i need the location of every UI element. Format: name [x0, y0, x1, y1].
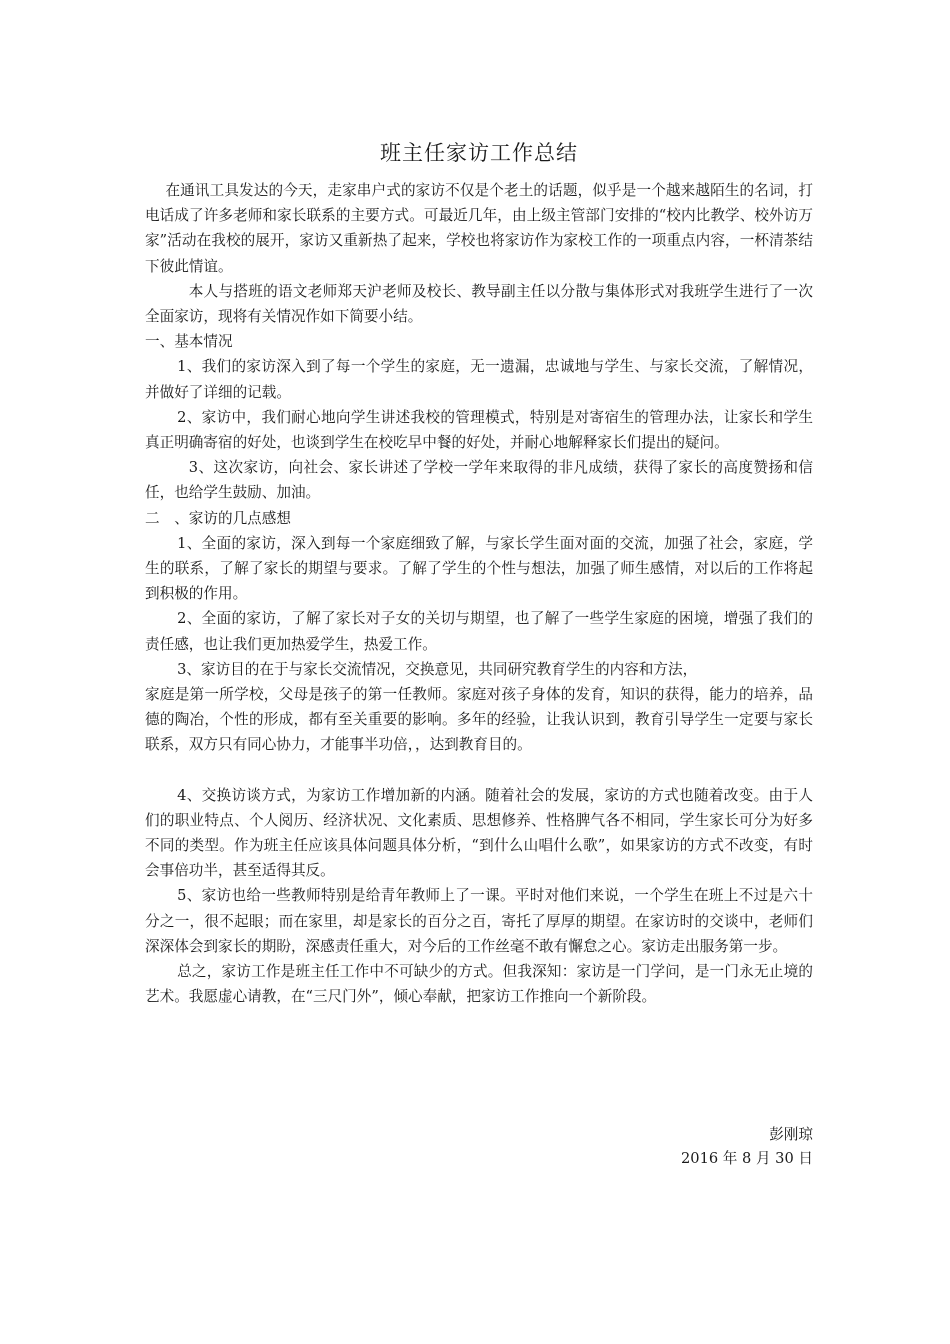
- blank-line: [145, 758, 813, 783]
- paragraph-basic-1: 1、我们的家访深入到了每一个学生的家庭，无一遗漏，忠诚地与学生、与家长交流，了解情况，并做好了详细的记载。: [145, 358, 813, 401]
- paragraph-basic-3: 3、这次家访，向社会、家长讲述了学校一学年来取得的非凡成绩，获得了家长的高度赞扬和信任，也给学生鼓励、加油。: [145, 459, 813, 502]
- paragraph-thought-4: 4、交换访谈方式，为家访工作增加新的内涵。随着社会的发展，家访的方式也随着改变。由于人们的职业特点、个人阅历、经济状况、文化素质、思想修养、性格脾气各不相同，学生家长可分为好多不同的类型。作为班主任应该具体问题具体分析，“到什么山唱什么歌”，如果家访的方式不改变，有时会事倍功半，甚至适得其反。: [145, 786, 813, 880]
- section-heading-thoughts: 二 、家访的几点感想: [145, 509, 291, 527]
- signature-date: 2016 年 8 月 30 日: [681, 1150, 813, 1167]
- paragraph-basic-2: 2、家访中，我们耐心地向学生讲述我校的管理模式，特别是对寄宿生的管理办法，让家长和学生真正明确寄宿的好处，也谈到学生在校吃早中餐的好处，并耐心地解释家长们提出的疑问。: [145, 408, 813, 452]
- signature-name: 彭刚琼: [769, 1126, 813, 1143]
- paragraph-conclusion: 总之，家访工作是班主任工作中不可缺少的方式。但我深知：家访是一门学问，是一门永无止境的艺术。我愿虚心请教，在“三尺门外”，倾心奉献，把家访工作推向一个新阶段。: [145, 963, 813, 1006]
- section-heading-basic: 一、基本情况: [145, 333, 233, 351]
- paragraph-thought-2: 2、全面的家访，了解了家长对子女的关切与期望，也了解了一些学生家庭的困境，增强了我们的责任感，也让我们更加热爱学生，热爱工作。: [145, 610, 813, 653]
- paragraph-thought-3: 3、家访目的在于与家长交流情况，交换意见，共同研究教育学生的内容和方法，: [177, 660, 698, 678]
- document-body: [145, 138, 813, 1010]
- paragraph-intro: 在通讯工具发达的今天，走家串户式的家访不仅是个老土的话题，似乎是一个越来越陌生的名词，打电话成了许多老师和家长联系的主要方式。可最近几年，由上级主管部门安排的“校内比教学、校外访万家”活动在我校的展开，家访又重新热了起来，学校也将家访作为家校工作的一项重点内容，一杯清茶结下彼此情谊。: [145, 182, 813, 275]
- document-title: 班主任家访工作总结: [380, 141, 578, 165]
- paragraph-thought-5: 5、家访也给一些教师特别是给青年教师上了一课。平时对他们来说，一个学生在班上不过是六十分之一，很不起眼；而在家里，却是家长的百分之百，寄托了厚厚的期望。在家访时的交谈中，老师们深深体会到家长的期盼，深感责任重大，对今后的工作丝毫不敢有懈怠之心。家访走出服务第一步。: [145, 887, 813, 955]
- paragraph-intro-2: 本人与搭班的语文老师郑天沪老师及校长、教导副主任以分散与集体形式对我班学生进行了一次全面家访，现将有关情况作如下简要小结。: [145, 282, 813, 326]
- paragraph-thought-1: 1、全面的家访，深入到每一个家庭细致了解，与家长学生面对面的交流，加强了社会，家庭，学生的联系，了解了家长的期望与要求。了解了学生的个性与想法，加强了师生感情，对以后的工作将起到积极的作用。: [145, 534, 813, 603]
- paragraph-thought-3-cont: 家庭是第一所学校，父母是孩子的第一任教师。家庭对孩子身体的发育，知识的获得，能力的培养，品德的陶冶，个性的形成，都有至关重要的影响。多年的经验，让我认识到，教育引导学生一定要与家长联系，双方只有同心协力，才能事半功倍，，达到教育目的。: [145, 686, 813, 754]
